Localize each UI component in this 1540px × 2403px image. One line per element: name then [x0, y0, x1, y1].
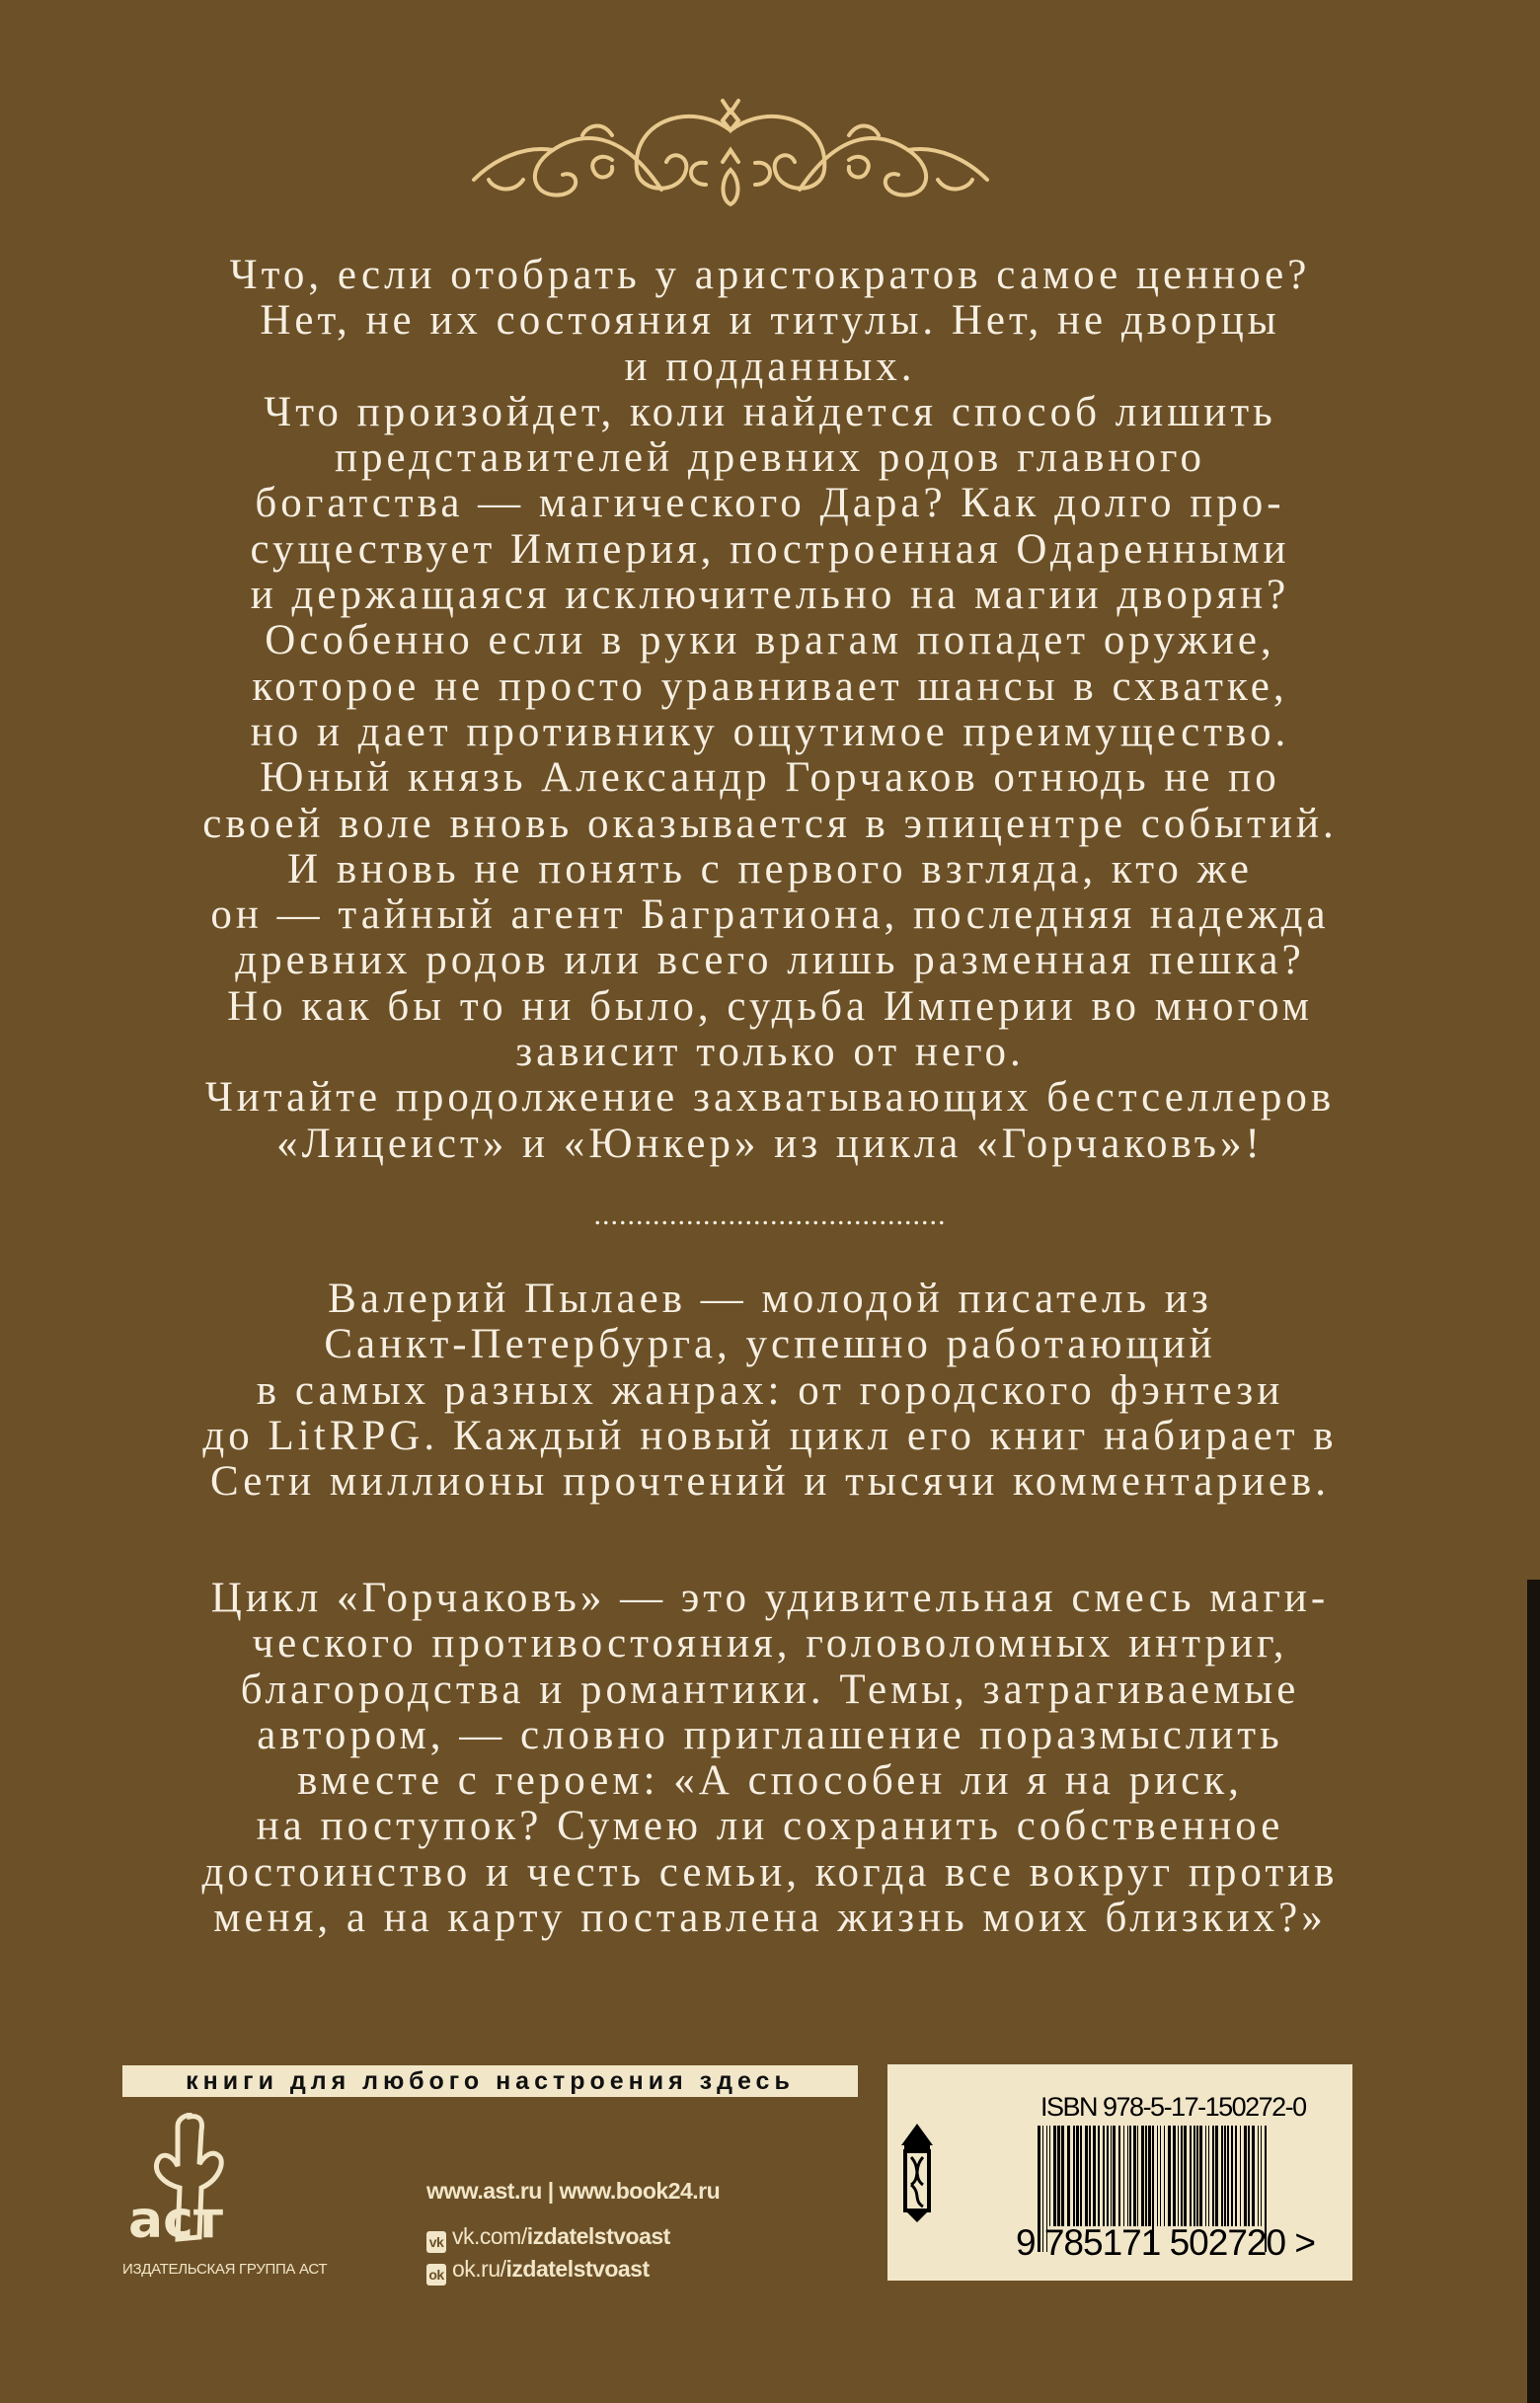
- text-line: Санкт-Петербурга, успешно работающий: [324, 1321, 1216, 1368]
- separator-dots: ..........................................: [593, 1199, 947, 1231]
- barcode-bar: [1231, 2126, 1233, 2226]
- barcode-bar: [1248, 2126, 1250, 2226]
- text-line: «Лицеист» и «Юнкер» из цикла «Горчаковъ»!: [276, 1120, 1264, 1167]
- barcode-bar: [1145, 2126, 1147, 2226]
- lantern-icon: [899, 2124, 935, 2222]
- text-line: Нет, не их состояния и титулы. Нет, не дворцы: [260, 297, 1280, 345]
- text-line: на поступок? Сумею ли сохранить собственное: [256, 1803, 1284, 1850]
- barcode-bar: [1240, 2126, 1241, 2226]
- barcode-bar: [1221, 2126, 1223, 2226]
- isbn-barcode-panel: [887, 2064, 1352, 2281]
- text-line: Сети миллионы прочтений и тысячи комментариев.: [210, 1458, 1330, 1506]
- barcode-bar: [1057, 2126, 1060, 2226]
- svg-text:аст: аст: [128, 2191, 224, 2250]
- barcode-bar: [1076, 2126, 1079, 2226]
- barcode-bar: [1073, 2126, 1075, 2226]
- barcode-bar: [1208, 2126, 1209, 2226]
- barcode-bar: [1053, 2126, 1056, 2226]
- text-line: в самых разных жанрах: от городского фэнтези: [256, 1366, 1284, 1414]
- text-line: меня, а на карту поставлена жизнь моих близких?»: [213, 1895, 1327, 1942]
- barcode-bar: [1196, 2126, 1198, 2226]
- text-line: ческого противостояния, головоломных интриг,: [252, 1620, 1288, 1667]
- text-line: И вновь не понять с первого взгляда, кто же: [287, 845, 1253, 892]
- text-line: но и дает противнику ощутимое преимущество.: [250, 708, 1290, 755]
- publisher-websites-link[interactable]: www.ast.ru | www.book24.ru: [426, 2178, 721, 2204]
- text-line: Но как бы то ни было, судьба Империи во многом: [227, 982, 1313, 1030]
- barcode-bar: [1261, 2126, 1262, 2226]
- barcode-bar: [1093, 2126, 1096, 2226]
- text-line: зависит только от него.: [515, 1029, 1025, 1076]
- text-line: Валерий Пылаев — молодой писатель из: [328, 1276, 1212, 1322]
- text-line: Что произойдет, коли найдется способ лишить: [264, 388, 1276, 435]
- text-line: благородства и романтики. Темы, затрагиваемые: [240, 1666, 1300, 1713]
- barcode-bar: [1168, 2126, 1171, 2226]
- barcode-bar: [1190, 2126, 1192, 2226]
- ok-link[interactable]: [426, 2256, 650, 2286]
- text-line: автором, — словно приглашение поразмыслить: [257, 1711, 1283, 1758]
- series-note-text: [0, 1576, 1540, 1941]
- text-line: Читайте продолжение захватывающих бестселлеров: [204, 1074, 1336, 1122]
- ok-handle: izdatelstvoast: [505, 2256, 650, 2282]
- barcode-bar: [1111, 2126, 1112, 2226]
- text-line: существует Империя, построенная Одаренными: [250, 525, 1290, 573]
- text-line: Юный князь Александр Горчаков отнюдь не по: [260, 754, 1280, 802]
- text-line: вместе с героем: «А способен ли я на риск,: [297, 1757, 1243, 1805]
- barcode-bar: [1113, 2126, 1116, 2226]
- text-line: представителей древних родов главного: [334, 434, 1205, 482]
- text-line: своей воле вновь оказывается в эпицентре событий.: [202, 800, 1338, 847]
- barcode-bar: [1103, 2126, 1105, 2226]
- barcode-bar: [1127, 2126, 1128, 2226]
- text-line: Цикл «Горчаковъ» — это удивительная смесь маги-: [210, 1575, 1330, 1621]
- barcode-bar: [1067, 2126, 1070, 2226]
- barcode-bar: [1061, 2126, 1064, 2226]
- barcode-bar: [1252, 2126, 1255, 2226]
- barcode-bar: [1148, 2126, 1151, 2226]
- ast-logo: [118, 2113, 257, 2256]
- barcode-bar: [1224, 2126, 1226, 2226]
- vk-link[interactable]: [426, 2223, 670, 2253]
- text-line: Что, если отобрать у аристократов самое ценное?: [229, 252, 1311, 298]
- text-line: Особенно если в руки врагам попадет оружие,: [265, 617, 1275, 664]
- text-line: древних родов или всего лишь разменная пешка?: [235, 937, 1305, 984]
- slogan-banner: книги для любого настроения здесь: [122, 2065, 858, 2097]
- odnoklassniki-icon: ok: [426, 2264, 446, 2286]
- barcode-bar: [1098, 2126, 1100, 2226]
- barcode-bar: [1118, 2126, 1120, 2226]
- barcode-bar: [1227, 2126, 1229, 2226]
- barcode-bar: [1080, 2126, 1082, 2226]
- vk-icon: vk: [426, 2231, 446, 2253]
- ok-prefix: ok.ru/: [452, 2256, 506, 2282]
- barcode-bar: [1212, 2126, 1214, 2226]
- vk-prefix: vk.com/: [452, 2223, 527, 2249]
- barcode-bar: [1123, 2126, 1124, 2226]
- barcode-bar: [1129, 2126, 1131, 2226]
- barcode-bar: [1164, 2126, 1165, 2226]
- barcode-bar: [1178, 2126, 1179, 2226]
- text-line: и подданных.: [624, 343, 916, 390]
- text-line: до LitRPG. Каждый новый цикл его книг набирает в: [202, 1412, 1338, 1459]
- barcode-bar: [1184, 2126, 1187, 2226]
- barcode-bar: [1205, 2126, 1206, 2226]
- publisher-name: ИЗДАТЕЛЬСКАЯ ГРУППА АСТ: [122, 2261, 328, 2278]
- text-line: которое не просто уравнивает шансы в схватке,: [252, 662, 1288, 710]
- ornament-flourish: [464, 91, 997, 207]
- barcode-bar: [1089, 2126, 1091, 2226]
- barcode-bar: [1244, 2126, 1247, 2226]
- barcode-bar: [1085, 2126, 1088, 2226]
- barcode-bar: [1173, 2126, 1176, 2226]
- text-line: он — тайный агент Багратиона, последняя надежда: [210, 891, 1330, 939]
- barcode-bar: [1107, 2126, 1109, 2226]
- barcode-bar: [1137, 2126, 1138, 2226]
- vk-handle: izdatelstvoast: [526, 2223, 670, 2249]
- barcode-bar: [1215, 2126, 1218, 2226]
- annotation-text: [0, 253, 1540, 1167]
- barcode-bar: [1141, 2126, 1144, 2226]
- barcode-bar: [1157, 2126, 1158, 2226]
- barcode-bar: [1258, 2126, 1259, 2226]
- isbn-label: ISBN 978-5-17-150272-0: [1040, 2092, 1306, 2122]
- barcode-bar: [1049, 2126, 1050, 2226]
- author-bio-text: [0, 1277, 1540, 1505]
- text-line: богатства — магического Дара? Как долго про-: [255, 480, 1285, 527]
- barcode-bar: [1235, 2126, 1237, 2226]
- text-line: и держащаяся исключительно на магии дворян?: [250, 572, 1290, 619]
- barcode-bar: [1199, 2126, 1202, 2226]
- text-line: достоинство и честь семьи, когда все вокруг против: [201, 1848, 1339, 1896]
- barcode-bar: [1181, 2126, 1183, 2226]
- barcode-digits: 9 785171 502720 >: [1016, 2222, 1315, 2263]
- barcode-bar: [1133, 2126, 1136, 2226]
- barcode-bar: [1194, 2126, 1195, 2226]
- barcode-bar: [1160, 2126, 1161, 2226]
